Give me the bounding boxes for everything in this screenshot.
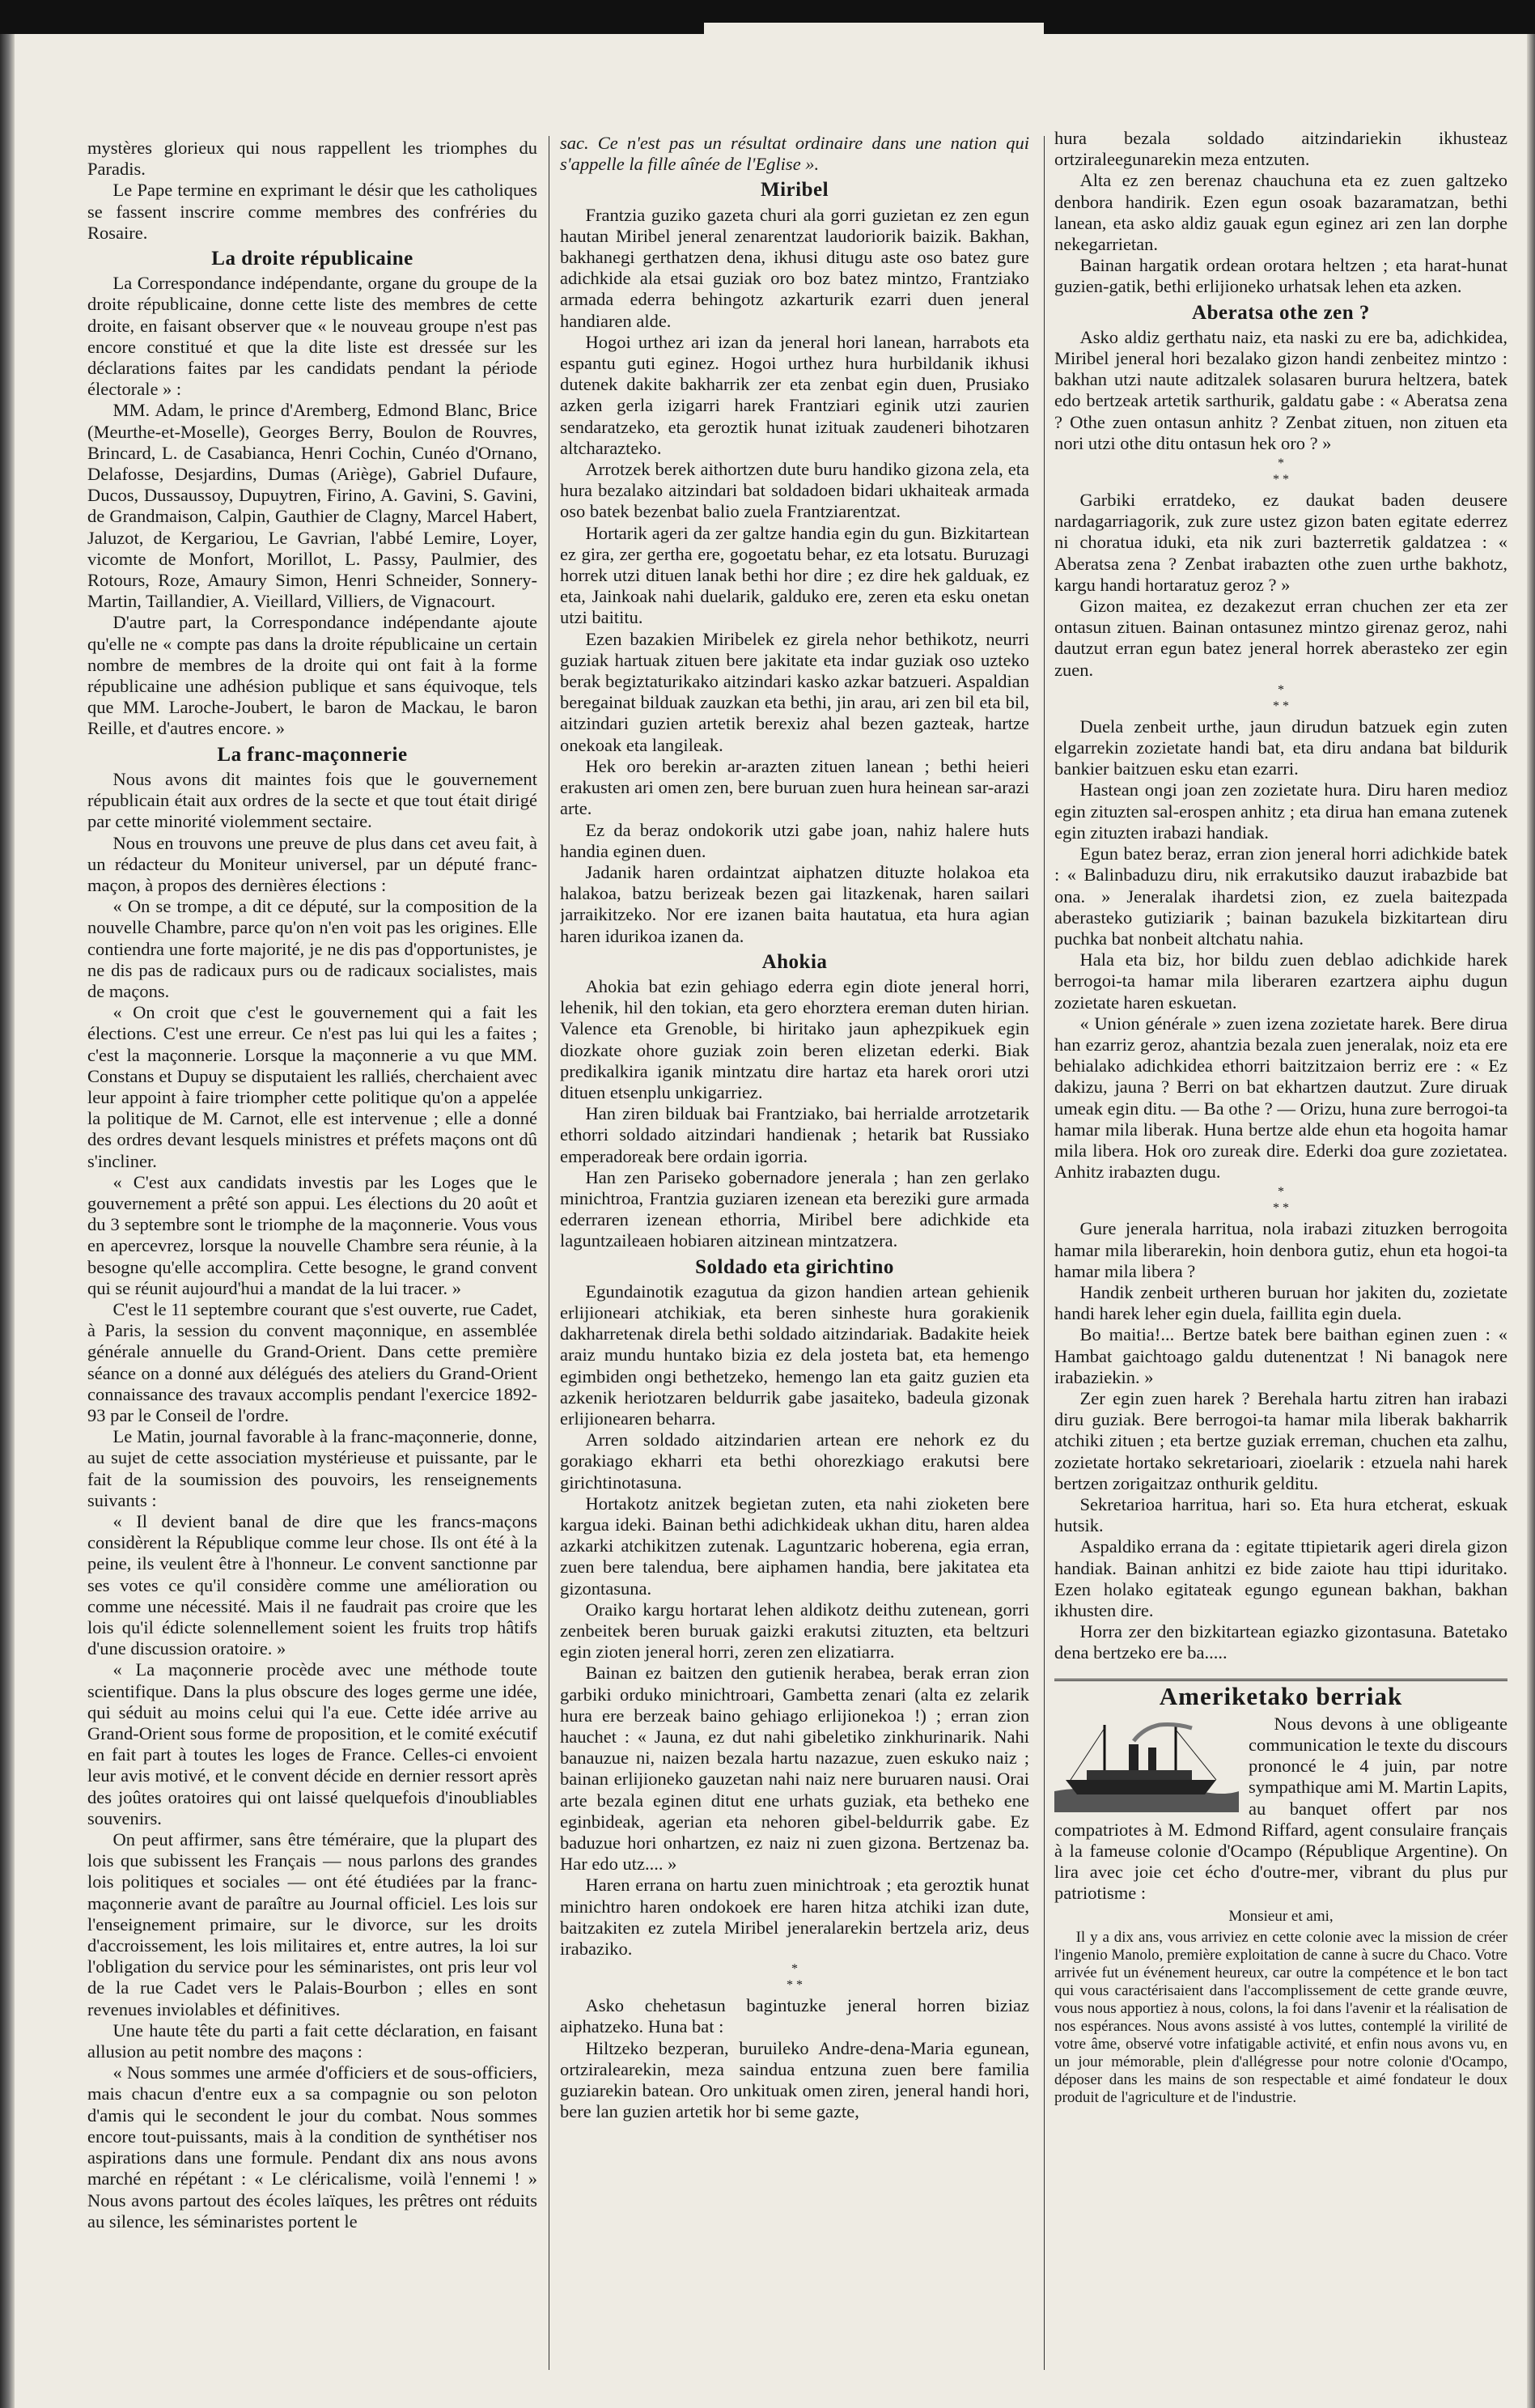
paragraph: « La maçonnerie procède avec une méthode toute scientifique. Dans la plus obscure des loges germe une idée, qui séduit au moins celui qui l'a eue. Cette idée arrive au Grand-Orient sous forme de proposition, et le comité exécutif en fait part à toutes les loges de France. Celles-ci envoient leur avis motivé, et le convent décide en dernier ressort après des joûtes oratoires qui ont laissé quelquefois d'inoubliables souvenirs. xyxy=(87,1659,537,1828)
asterism-divider: * * * xyxy=(1273,457,1289,487)
paragraph: Gure jenerala harritua, nola irabazi zituzken berrogoita hamar mila liberarekin, hoin denbora gutiz, ehun eta hogoi-ta hamar mila libera ? xyxy=(1054,1218,1507,1281)
paragraph: Oraiko kargu hortarat lehen aldikotz deithu zutenean, gorri zenbeitek beren buruak gaizki erakutsi zituzten, eta beltzuri egin zioten jeneral horri, zeren zen elizatiarra. xyxy=(560,1599,1029,1663)
column-2 xyxy=(560,133,1029,2367)
letter-block xyxy=(1054,1908,1507,2107)
right-page-edge xyxy=(1527,34,1535,2408)
paragraph: Il y a dix ans, vous arriviez en cette colonie avec la mission de créer l'ingenio Manolo, première exploitation de canne à sucre du Chaco. Votre arrivée fut un événement heureux, car outre la compétence et le bon tact qui vous caractérisaient dans l'accomplissement de cette grande œuvre, vous nous apportiez à nous, colons, la foi dans l'avenir et la réalisation de nos espérances. Nous avons assisté à vos luttes, contemplé la virilité de votre âme, observé votre infatigable activité, et enfin nous avons vu, en un jour mémorable, plein d'allégresse pour notre colonie d'Ocampo, déposer dans les mains de son respectable et aimé fondateur le doux produit de l'agriculture et de l'industrie. xyxy=(1054,1928,1507,2106)
paragraph: « Il devient banal de dire que les francs-maçons considèrent la République comme leur chose. Ils ont été à la peine, ils veulent être à l'honneur. Le convent sanctionne par ses votes ce qu'il considère comme une amélioration ou comme une nécessité. Mais il ne faudrait pas croire que les lois qu'il édicte solennellement soient les fruits trop hâtifs d'une discussion oratoire. » xyxy=(87,1511,537,1659)
paragraph: C'est le 11 septembre courant que s'est ouverte, rue Cadet, à Paris, la session du convent maçonnique, en assemblée générale annuelle du Grand-Orient. Dans cette première séance on a donné aux délégués des ateliers du Grand-Orient connaissance des travaux accomplis pendant l'exercice 1892-93 par le Conseil de l'ordre. xyxy=(87,1298,537,1425)
paragraph: Bainan ez baitzen den gutienik herabea, berak erran zion garbiki orduko minichtroari, Gambetta zenari (alta ez zelarik hura ere berzeak baino gehiago erlijionekoa !) ; erran zion hauchet : « Jauna, ez dut nahi gibeletiko zinkhurinarik. Nahi banauzue ni, naizen bezala hartu nazazue, zuen eskuko naiz ; bainan erlijioneko gauzetan nahi naiz nere buruaren nausi. Orai arte bezala eginen ditut ene urhats guziak, eta betheko ene eginbideak, agerian eta nehoren gibel-beldurrik gabe. Ez baduzue hori onhartzen, ez naiz ni zuen gizona. Bertzenaz ba. Har edo utz.... » xyxy=(560,1663,1029,1875)
section-heading-ahokia: Ahokia xyxy=(761,950,828,973)
paragraph: Frantzia guziko gazeta churi ala gorri guzietan ez zen egun hautan Miribel jeneral zenarentzat laudoriorik baizik. Bakhan, bakhanegi gerthatzen dena, ikhusi ditugu aste oso batez gure adichkide ala etsai guziak oro boz batez mintzo, Frantziako armada ederra behingotz azkarturik ezarri duen jeneral handiaren alde. xyxy=(560,204,1029,331)
paragraph: Hek oro berekin ar-arazten zituen lanean ; bethi heieri erakusten ari omen zen, bere buruan zuen hura heinean sar-arazi arte. xyxy=(560,755,1029,819)
section-heading-aberatsa: Aberatsa othe zen ? xyxy=(1192,301,1370,324)
paragraph: Asko aldiz gerthatu naiz, eta naski zu ere ba, adichkidea, Miribel jeneral hori bezalako gizon handi zenbeitez mintzo : bakhan utzi naute aditzalek solasaren burura heltzera, batek edo bertzeak artetik sarthurik, galdatu gabe : « Aberatsa zena ? Othe zuen ontasun anhitz ? Zenbat zituen, non zituen eta nori utzi othe ditu ontasun hek oro ? » xyxy=(1054,326,1507,453)
paragraph: Ahokia bat ezin gehiago ederra egin diote jeneral horri, lehenik, hil den tokian, eta gero ehorztera ereman duten hirian. Valence eta Grenoble, bi hiritako jaun aphezpikuek egin diozkate ohore guziak zoin beren elizetan ederki. Biak predikalkira iganik mintzatu dire hartaz eta harek orori utzi dituen etsenplu unkigarriez. xyxy=(560,975,1029,1102)
paragraph: Ez da beraz ondokorik utzi gabe joan, nahiz halere huts handia eginen duen. xyxy=(560,819,1029,861)
paragraph: « On croit que c'est le gouvernement qui a fait les élections. C'est une erreur. Ce n'est pas lui qui les a faites ; c'est la maçonnerie. Lorsque la maçonnerie a vu que MM. Constans et Dupuy se disputaient les ralliés, cherchaient avec leur appoint à faire triompher cette politique qu'on a appelée la politique de M. Carnot, elle est intervenue ; elle a donné des ordres devant lesquels ministres et préfets maçons ont dû s'incliner. xyxy=(87,1002,537,1171)
column-3 xyxy=(1054,128,1507,2362)
top-border-gap xyxy=(704,23,1044,34)
paragraph: Egundainotik ezagutua da gizon handien artean gehienik erlijioneari atchikiak, eta beren sinheste hura gorakienik dakharretenak direla bethi soldado aitzindariak. Badakite heiek araiz mundu huntako bizia ez dela josteta bat, eta hemengo egimbiden ongi bethetzeko, hemengo lan eta gaitz guzien eta azkenik heriotzaren beldurrik gabe jasaiteko, badeula gizonak erlijionearen beharra. xyxy=(560,1280,1029,1429)
paragraph: Han ziren bilduak bai Frantziako, bai herrialde arrotzetarik ethorri soldado aitzindari handienak ; hetarik bat Russiako emperadoreak bere ordain igorria. xyxy=(560,1103,1029,1166)
left-page-edge xyxy=(0,34,15,2408)
paragraph: Le Pape termine en exprimant le désir que les catholiques se fassent inscrire comme membres des confréries du Rosaire. xyxy=(87,180,537,243)
paragraph: Bo maitia!... Bertze batek bere baithan eginen zuen : « Hambat gaichtoago galdu dutenentzat ! Ni banagok nere irabaziekin. » xyxy=(1054,1324,1507,1387)
paragraph: Hastean ongi joan zen zozietate hura. Diru haren medioz egin zituzten sal-erospen anhitz ; eta dirua han emana zutenek egin zituzten irabazi handiak. xyxy=(1054,779,1507,843)
asterism-divider: * * * xyxy=(1273,1185,1289,1216)
paragraph: « C'est aux candidats investis par les Loges que le gouvernement a prêté son appui. Les élections du 20 août et du 3 septembre sont le triomphe de la maçonnerie. Vous vous en apercevrez, lorsque la nouvelle Chambre sera réunie, à la besogne qu'elle accomplira. Cette besogne, le grand convent qui se réunit aujourd'hui a mandat de la lui tracer. » xyxy=(87,1171,537,1298)
paragraph: Nous devons à une obligeante communication le texte du discours prononcé le 4 juin, par notre sympathique ami M. Martin Lapits, au banquet offert par nos compatriotes à M. Edmond Riffard, agent consulaire français à la fameuse colonie d'Ocampo (République Argentine). On lira avec joie cet écho d'outre-mer, vibrant du plus pur patriotisme : xyxy=(1054,1713,1507,1904)
paragraph: Egun batez beraz, erran zion jeneral horri adichkide batek : « Balinbaduzu diru, nik errakutsiko dauzut irabazbide bat ona. » Jeneralak ihardetsi zion, ez zuela baitezpada aberasteko gutiziarik ; bainan bazukela bizkitartean diru puchka bat nonbeit altchatu nahia. xyxy=(1054,843,1507,949)
paragraph: Hortarik ageri da zer galtze handia egin du gun. Bizkitartean ez gira, zer gertha ere, gogoetatu behar, ez eta lotsatu. Buruzagi horrek utzi dituen lanak bethi hor dire ; ez dire hek galduak, ez eta, Jainkoak nahi duelarik, galduko ere, zeren eta esku onetan utzi baititu. xyxy=(560,522,1029,628)
paragraph: La Correspondance indépendante, organe du groupe de la droite républicaine, donne cette liste des membres de cette droite, en faisant observer que « le nouveau groupe n'est pas encore constitué et que la dite liste est dressée sur les déclarations faites par les candidats pendant la période électorale » : xyxy=(87,273,537,400)
paragraph: Hala eta biz, hor bildu zuen deblao adichkide harek berrogoi-ta hamar mila liberaren ezartzera aiphu dugun zozietate haren eskuetan. xyxy=(1054,949,1507,1013)
paragraph: Garbiki erratdeko, ez daukat baden deusere nardagarriagorik, zuk zure ustez gizon baten egitate ederrez ni choratua iduki, eta nik zuri bazterretik galdatzea : « Aberatsa zena ? Zenbat irabazten othe zuen urthe bakhotz, kargu handi hortaratuz geroz ? » xyxy=(1054,490,1507,595)
asterism-divider: * * * xyxy=(787,1962,803,1993)
paragraph: hura bezala soldado aitzindariekin ikhusteaz ortziraleegunarekin meza entzuten. xyxy=(1054,128,1507,170)
section-heading-franc-maconnerie: La franc-maçonnerie xyxy=(217,743,408,766)
paragraph: Hortakotz anitzek begietan zuten, eta nahi zioketen bere kargua ideki. Bainan bethi adichkideak ukhan ditu, haren aldea azkarki atchikitzen zutenak. Laguntzaric hoberena, egia erran, zuen bere talendua, bere aiphamen handia, bere jakitatea eta gizontasuna. xyxy=(560,1493,1029,1599)
paragraph: Horra zer den bizkitartean egiazko gizontasuna. Batetako dena bertzeko ere ba..... xyxy=(1054,1621,1507,1663)
paragraph: Alta ez zen berenaz chauchuna eta ez zuen galtzeko denbora handirik. Ezen egun osoak bazaramatzan, bethi lanean, eta asko aldiz gauak egun eginez ari zen lan dorphe nekegarrietan. xyxy=(1054,170,1507,255)
paragraph: Bainan hargatik ordean orotara heltzen ; eta harat-hunat guzien-gatik, bethi erlijioneko urhatsak lehen eta azken. xyxy=(1054,255,1507,297)
paragraph: « Union générale » zuen izena zozietate harek. Bere dirua han ezarriz geroz, ahantzia bezala zuen jeneralak, noiz eta ere behialako adichkidea ethorri baitzitzaion berriz ere : « Ez dakizu, jauna ? Berri on bat ekhartzen dautzut. Zure diruak umeak egin ditu. — Ba othe ? — Orizu, huna zure berrogoi-ta hamar mila liberak. Huna bertze alde ehun eta hogoita hamar mila libera. Hok oro zureak dire. Ederki doa gure zozietatea. Anhitz irabazten dugu. xyxy=(1054,1013,1507,1183)
paragraph: Une haute tête du parti a fait cette déclaration, en faisant allusion au petit nombre des maçons : xyxy=(87,2019,537,2062)
paragraph: MM. Adam, le prince d'Aremberg, Edmond Blanc, Brice (Meurthe-et-Moselle), Georges Berry, Boulon de Rouvres, Brincard, L. de Casabianca, Henri Cochin, Cunéo d'Ornano, Delafosse, Desjardins, Dumas (Ariège), Gabriel Dufaure, Ducos, Dussaussoy, Dupuytren, Firino, A. Gavini, S. Gavini, de Grandmaison, Calpin, Gauthier de Clagny, Marcel Habert, Jaluzot, de Kergariou, Le Gavrian, l'abbé Lemire, Loyer, vicomte de Monfort, Morillot, L. Passy, Paulmier, des Rotours, Roze, Amaury Simon, Henri Schneider, Sonnery-Martin, Taillandier, A. Vieillard, Villiers, de Vignacourt. xyxy=(87,400,537,612)
paragraph: Gizon maitea, ez dezakezut erran chuchen zer eta zer ontasun zituen. Bainan ontasunez mintzo girenaz geroz, nahi dautzut erran egun batez jeneral horrek aberasteko zer egin zuen. xyxy=(1054,596,1507,680)
steamship-illustration xyxy=(1054,1717,1239,1812)
column-1 xyxy=(87,138,537,2372)
column-rule-2 xyxy=(1044,136,1045,2370)
paragraph: Han zen Pariseko gobernadore jenerala ; han zen gerlako minichtroa, Frantzia guziaren izenean eta bereziki gure armada ederraren izenean ethorria, Miribel bere adichkide eta laguntzaileaen hobiaren aitzinean mintzatzera. xyxy=(560,1166,1029,1251)
paragraph: Hiltzeko bezperan, buruileko Andre-dena-Maria egunean, ortziralearekin, meza saindua entzuna zuen bere familia guziarekin batean. Oro unkituak omen ziren, jeneral handi hori, bere lan guzien artetik hor bi seme gazte, xyxy=(560,2037,1029,2122)
paragraph: Aspaldiko errana da : egitate ttipietarik ageri direla gizon handiak. Bainan anhitzi ez bide zaiote hau ttipi iduritako. Ezen holako egitateak egungo egunean bakhan, bakhan ikhusten dire. xyxy=(1054,1536,1507,1620)
paragraph: On peut affirmer, sans être téméraire, que la plupart des lois que subissent les Français — nous parlons des grandes lois politiques et sociales — ont été étudiées par la franc-maçonnerie avant de paraître au Journal officiel. Les lois sur l'enseignement primaire, sur le divorce, sur les droits d'accroissement, les lois militaires et, entre autres, la loi sur l'obligation du service pour les séminaristes, ont pris leur vol de la rue Cadet vers le Palais-Bourbon ; elles en sont revenues inviolables et définitives. xyxy=(87,1829,537,2019)
asterism-divider: * * * xyxy=(1273,682,1289,713)
paragraph: Arrotzek berek aithortzen dute buru handiko gizona zela, eta hura bezalako aitzindari bat soldadoen bidari ukhaiteak armada oso batek bezenbat balio zuela Frantziarentzat. xyxy=(560,459,1029,522)
paragraph: « On se trompe, a dit ce député, sur la composition de la nouvelle Chambre, parce qu'on n'en voit pas les origines. Elle contiendra une forte majorité, je ne dis pas d'opportunistes, je ne dis pas de radicaux purs ou de radicaux socialistes, mais de maçons. xyxy=(87,896,537,1001)
paragraph: Ezen bazakien Miribelek ez girela nehor bethikotz, neurri guziak hartuak zituen bere jakitate eta indar guziak oso uzteko berak begiztaturikako aitzindari kasko azkar batzueri. Aspaldian beregainat bilduak zauzkan eta bethi, jin arau, ari zen bil eta bil, aitzindari guzien artetik berexiz ahal bezen gazteak, hartze onekoak eta langileak. xyxy=(560,628,1029,755)
paragraph: Sekretarioa harritua, hari so. Eta hura etcherat, eskuak hutsik. xyxy=(1054,1493,1507,1536)
paragraph: Hogoi urthez ari izan da jeneral hori lanean, harrabots eta espantu guti eginez. Hogoi urthez hura hurbildanik ikhusi dutenek dakite bakharrik zer eta zenbat egin duen, Prusiako azken gerla izigarri harek Frantziari eginik utzi zaurien sendaratzeko, eta geroztik hunat izituak zaudeneri bihotzaren altcharazteko. xyxy=(560,331,1029,458)
paragraph: Asko chehetasun bagintuzke jeneral horren biziaz aiphatzeko. Huna bat : xyxy=(560,1995,1029,2037)
paragraph: D'autre part, la Correspondance indépendante ajoute qu'elle ne « compte pas dans la droite républicaine un certain nombre de membres de la droite qui ont fait à la forme républicaine une adhésion publique et sans équivoque, tels que MM. Laroche-Joubert, le baron de Mackau, le baron Reille, et d'autres encore. » xyxy=(87,612,537,739)
section-heading-miribel: Miribel xyxy=(760,179,829,202)
section-heading-ameriketako: Ameriketako berriak xyxy=(1054,1679,1507,1707)
paragraph: Duela zenbeit urthe, jaun dirudun batzuek egin zuten elgarrekin zozietate handi bat, eta diru andana bat bildurik bankier baitzuen esku etan ezarri. xyxy=(1054,716,1507,779)
paragraph: Zer egin zuen harek ? Berehala hartu zitren han irabazi diru guziak. Bere berrogoi-ta hamar mila liberak bakharrik atchiki zituen ; eta bertze guziak erreman, chuchen eta zalhu, zozietate hortako sekretarioari, zioelarik : etzuela nahi harek bertzen zorigaitzaz onthurik gelditu. xyxy=(1054,1387,1507,1493)
paragraph: Arren soldado aitzindarien artean ere nehork ez du gorakiago ekharri eta bethi ohorezkiago erakutsi bere girichtinotasuna. xyxy=(560,1429,1029,1493)
steamship-icon xyxy=(1054,1717,1239,1812)
paragraph: Handik zenbeit urtheren buruan hor jakiten du, zozietate handi harek leher egin duela, faillita egin duela. xyxy=(1054,1281,1507,1324)
paragraph: « Nous sommes une armée d'officiers et de sous-officiers, mais chacun d'entre eux a sa compagnie ou son peloton d'amis qui le secondent le jour du combat. Nous sommes encore tout-puissants, mais à la condition de synthétiser nos aspirations dans une formule. Pendant dix ans nous avons marché en répétant : « Le cléricalisme, voilà l'ennemi ! » Nous avons partout des écoles laïques, les prêtres ont réduits au silence, les séminaristes portent le xyxy=(87,2062,537,2232)
paragraph: Le Matin, journal favorable à la franc-maçonnerie, donne, au sujet de cette association mystérieuse et puissante, par le fait de la soumission des pouvoirs, les renseignements suivants : xyxy=(87,1426,537,1510)
paragraph: mystères glorieux qui nous rappellent les triomphes du Paradis. xyxy=(87,138,537,180)
paragraph: sac. Ce n'est pas un résultat ordinaire dans une nation qui s'appelle la fille aînée de l'Eglise ». xyxy=(560,133,1029,175)
paragraph: Jadanik haren ordaintzat aiphatzen dituzte holakoa eta halakoa, batzu berizeak bezen gai litazkenak, haren sailari jarraikitzeko. Nor ere izanen baita hautatua, eta hura agian haren idurikoa izanen da. xyxy=(560,861,1029,946)
paragraph: Nous avons dit maintes fois que le gouvernement républicain était aux ordres de la secte et que tout était dirigé par cette minorité violemment sectaire. xyxy=(87,768,537,832)
paragraph: Haren errana on hartu zuen minichtroak ; eta geroztik hunat minichtro haren ondokoek ere haren hitza atchiki izan dute, baitzakiten ez zutela Miribel jeneralarekin bertzela ariz, deus irabaziko. xyxy=(560,1875,1029,1960)
section-heading-soldado: Soldado eta girichtino xyxy=(695,1255,894,1278)
letter-salutation: Monsieur et ami, xyxy=(1228,1907,1334,1925)
section-heading-droite: La droite républicaine xyxy=(211,248,413,270)
paragraph: Nous en trouvons une preuve de plus dans cet aveu fait, à un rédacteur du Moniteur universel, par un député franc-maçon, à propos des dernières élections : xyxy=(87,832,537,895)
